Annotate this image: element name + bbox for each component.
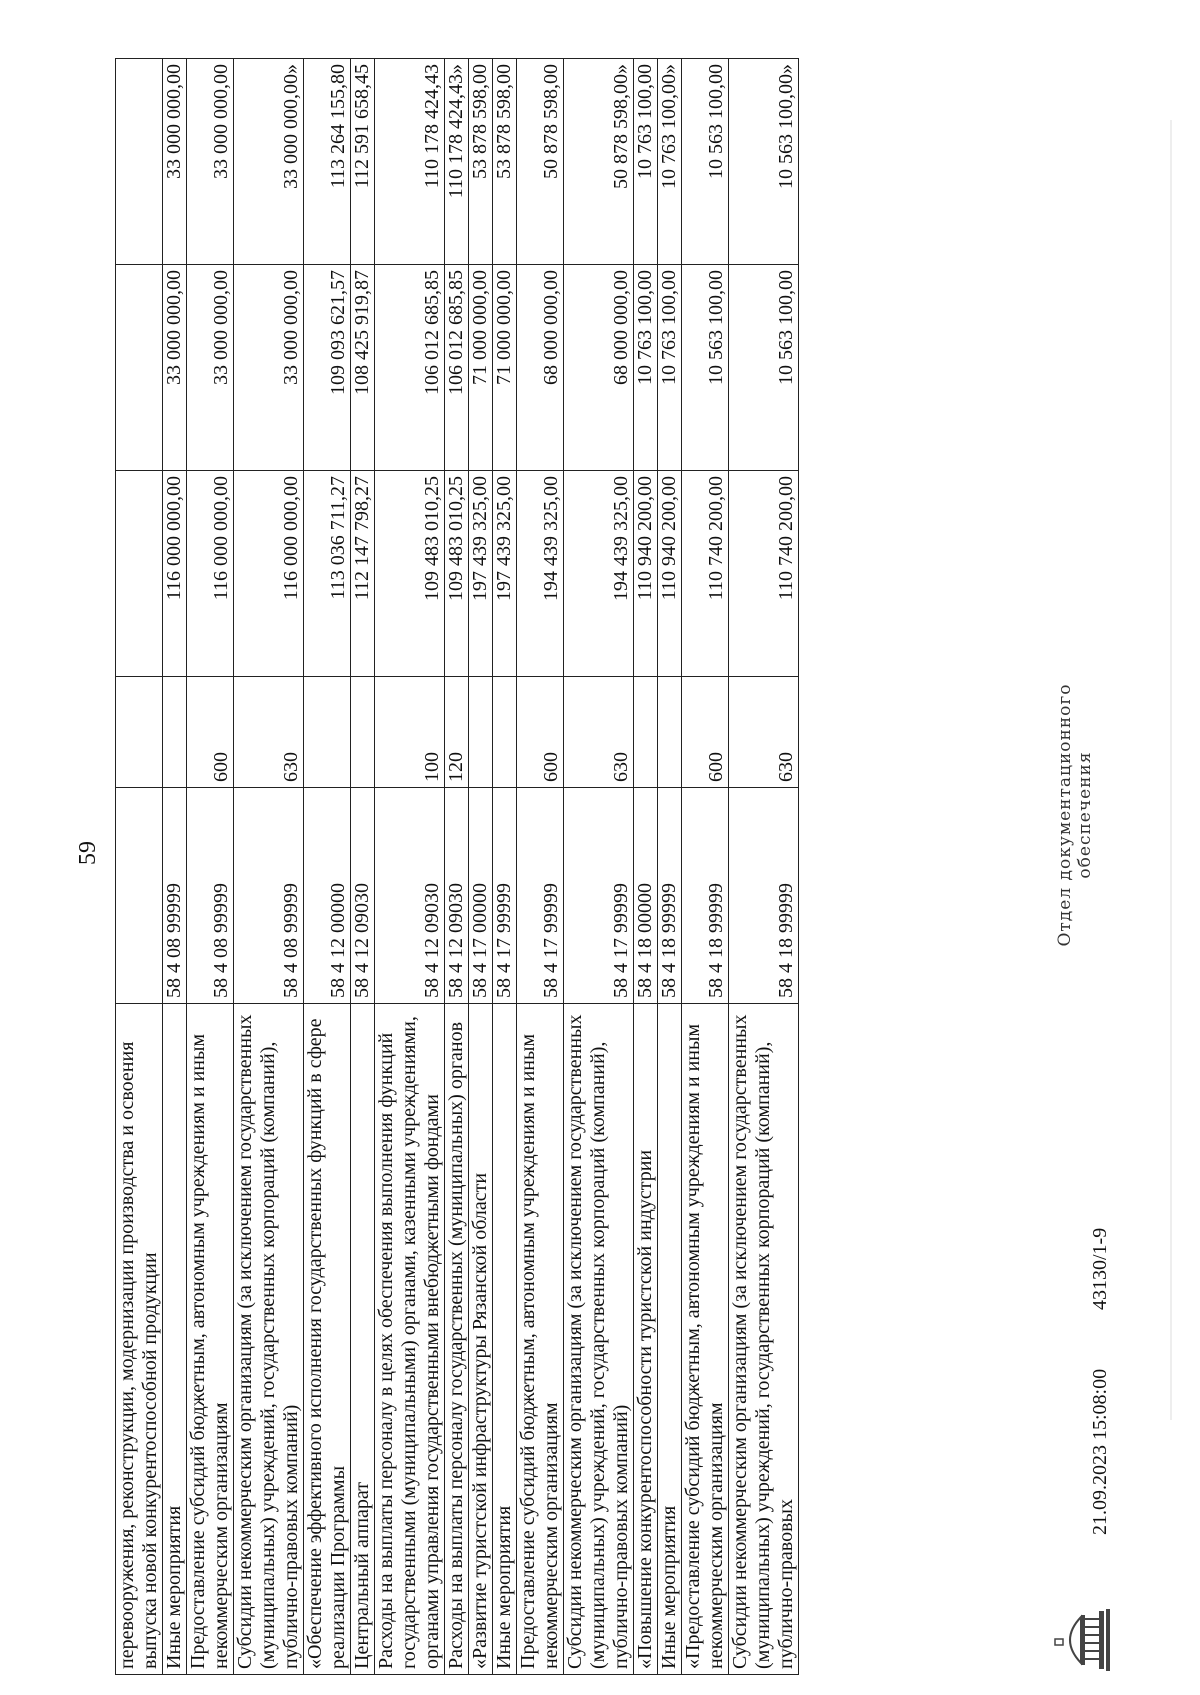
cell-value-1 [116, 471, 163, 677]
duma-emblem-icon [1053, 1605, 1113, 1675]
cell-type: 600 [682, 677, 729, 788]
cell-value-2: 10 563 100,00 [729, 265, 799, 471]
table-row [469, 59, 493, 1675]
table-row [163, 59, 187, 1675]
budget-table-body [116, 59, 799, 1675]
cell-value-1: 197 439 325,00 [469, 471, 493, 677]
cell-value-3: 110 178 424,43 [375, 59, 445, 265]
table-row [493, 59, 517, 1675]
cell-value-2: 71 000 000,00 [493, 265, 517, 471]
cell-name: Иные мероприятия [658, 1004, 682, 1675]
cell-value-1: 116 000 000,00 [234, 471, 304, 677]
document-id: 43130/1-9 [1089, 1227, 1111, 1310]
office-stamp [1055, 655, 1095, 975]
cell-value-2: 68 000 000,00 [517, 265, 564, 471]
cell-code: 58 4 17 99999 [517, 788, 564, 1004]
cell-value-1: 194 439 325,00 [564, 471, 634, 677]
cell-value-2: 33 000 000,00 [187, 265, 234, 471]
cell-code: 58 4 17 00000 [469, 788, 493, 1004]
cell-value-1: 110 940 200,00 [658, 471, 682, 677]
cell-value-2: 106 012 685,85 [375, 265, 445, 471]
cell-type [634, 677, 658, 788]
timestamp: 21.09.2023 15:08:00 [1089, 1368, 1111, 1535]
cell-code: 58 4 08 99999 [187, 788, 234, 1004]
table-row [729, 59, 799, 1675]
cell-code: 58 4 18 99999 [658, 788, 682, 1004]
cell-value-1: 113 036 711,27 [304, 471, 351, 677]
cell-value-1: 109 483 010,25 [445, 471, 469, 677]
cell-value-3: 10 563 100,00» [729, 59, 799, 265]
table-row [658, 59, 682, 1675]
page-number: 59 [75, 841, 101, 865]
cell-type [163, 677, 187, 788]
cell-name: «Повышение конкурентоспособности туристской индустрии [634, 1004, 658, 1675]
cell-value-2 [116, 265, 163, 471]
cell-value-3 [116, 59, 163, 265]
cell-value-1: 110 940 200,00 [634, 471, 658, 677]
cell-value-3: 33 000 000,00 [187, 59, 234, 265]
cell-type: 630 [564, 677, 634, 788]
cell-value-1: 110 740 200,00 [682, 471, 729, 677]
cell-name: перевооружения, реконструкции, модернизации производства и освоения выпуска новой конкурентоспособной продукции [116, 1004, 163, 1675]
cell-name: Иные мероприятия [493, 1004, 517, 1675]
cell-type: 630 [729, 677, 799, 788]
cell-name: Центральный аппарат [351, 1004, 375, 1675]
cell-type: 120 [445, 677, 469, 788]
cell-value-2: 109 093 621,57 [304, 265, 351, 471]
cell-value-3: 112 591 658,45 [351, 59, 375, 265]
table-row [564, 59, 634, 1675]
cell-value-2: 10 763 100,00 [634, 265, 658, 471]
footer [1045, 75, 1165, 1675]
cell-code: 58 4 17 99999 [564, 788, 634, 1004]
cell-value-2: 10 563 100,00 [682, 265, 729, 471]
cell-value-3: 53 878 598,00 [469, 59, 493, 265]
table-row [187, 59, 234, 1675]
cell-value-2: 106 012 685,85 [445, 265, 469, 471]
cell-name: «Предоставление субсидий бюджетным, автономным учреждениям и иным некоммерческим организациям [682, 1004, 729, 1675]
cell-value-3: 50 878 598,00 [517, 59, 564, 265]
stamp-line-1: Отдел документационного [1055, 683, 1075, 947]
cell-value-2: 33 000 000,00 [234, 265, 304, 471]
cell-value-1: 194 439 325,00 [517, 471, 564, 677]
cell-code: 58 4 18 99999 [682, 788, 729, 1004]
table-row [234, 59, 304, 1675]
cell-code: 58 4 17 99999 [493, 788, 517, 1004]
cell-type [658, 677, 682, 788]
cell-value-3: 110 178 424,43» [445, 59, 469, 265]
table-row [517, 59, 564, 1675]
cell-type [351, 677, 375, 788]
cell-name: Субсидии некоммерческим организациям (за исключением государственных (муниципальных) учреждений, государственных корпораций (компаний), публично-правовых компаний) [564, 1004, 634, 1675]
cell-code: 58 4 12 09030 [375, 788, 445, 1004]
cell-type: 630 [234, 677, 304, 788]
cell-value-1: 110 740 200,00 [729, 471, 799, 677]
cell-value-3: 33 000 000,00» [234, 59, 304, 265]
cell-value-2: 10 763 100,00 [658, 265, 682, 471]
cell-value-2: 71 000 000,00 [469, 265, 493, 471]
cell-value-3: 10 563 100,00 [682, 59, 729, 265]
cell-name: Расходы на выплаты персоналу в целях обеспечения выполнения функций государственными (муниципальными) органами, казенными учреждениями, органами управления государственными внебюджетными фондами [375, 1004, 445, 1675]
cell-type: 600 [517, 677, 564, 788]
cell-name: Расходы на выплаты персоналу государственных (муниципальных) органов [445, 1004, 469, 1675]
cell-code: 58 4 08 99999 [163, 788, 187, 1004]
cell-type [469, 677, 493, 788]
cell-value-3: 10 763 100,00» [658, 59, 682, 265]
cell-value-3: 113 264 155,80 [304, 59, 351, 265]
table-row [375, 59, 445, 1675]
cell-type: 100 [375, 677, 445, 788]
cell-value-3: 50 878 598,00» [564, 59, 634, 265]
cell-code: 58 4 18 99999 [729, 788, 799, 1004]
table-row [116, 59, 163, 1675]
cell-name: Субсидии некоммерческим организациям (за исключением государственных (муниципальных) учреждений, государственных корпораций (компаний), публично-правовых компаний) [234, 1004, 304, 1675]
cell-value-3: 53 878 598,00 [493, 59, 517, 265]
cell-type [116, 677, 163, 788]
cell-code: 58 4 18 00000 [634, 788, 658, 1004]
cell-value-2: 108 425 919,87 [351, 265, 375, 471]
scan-edge [1170, 120, 1172, 1420]
table-row [634, 59, 658, 1675]
table-row [682, 59, 729, 1675]
cell-code: 58 4 12 09030 [351, 788, 375, 1004]
cell-value-2: 33 000 000,00 [163, 265, 187, 471]
cell-type: 600 [187, 677, 234, 788]
cell-code: 58 4 12 00000 [304, 788, 351, 1004]
cell-type [304, 677, 351, 788]
cell-value-3: 10 763 100,00 [634, 59, 658, 265]
cell-name: Предоставление субсидий бюджетным, автономным учреждениям и иным некоммерческим организациям [187, 1004, 234, 1675]
cell-name: Предоставление субсидий бюджетным, автономным учреждениям и иным некоммерческим организациям [517, 1004, 564, 1675]
cell-value-1: 197 439 325,00 [493, 471, 517, 677]
cell-type [493, 677, 517, 788]
cell-name: Иные мероприятия [163, 1004, 187, 1675]
cell-name: «Обеспечение эффективного исполнения государственных функций в сфере реализации Программы [304, 1004, 351, 1675]
table-row [445, 59, 469, 1675]
cell-name: «Развитие туристской инфраструктуры Рязанской области [469, 1004, 493, 1675]
table-row [304, 59, 351, 1675]
cell-code: 58 4 08 99999 [234, 788, 304, 1004]
cell-code [116, 788, 163, 1004]
cell-value-1: 116 000 000,00 [187, 471, 234, 677]
cell-value-3: 33 000 000,00 [163, 59, 187, 265]
cell-value-1: 109 483 010,25 [375, 471, 445, 677]
cell-code: 58 4 12 09030 [445, 788, 469, 1004]
budget-table [115, 58, 799, 1675]
stamp-line-2: обеспечения [1075, 751, 1095, 879]
cell-name: Субсидии некоммерческим организациям (за исключением государственных (муниципальных) учреждений, государственных корпораций (компаний), публично-правовых [729, 1004, 799, 1675]
table-row [351, 59, 375, 1675]
cell-value-2: 68 000 000,00 [564, 265, 634, 471]
cell-value-1: 112 147 798,27 [351, 471, 375, 677]
cell-value-1: 116 000 000,00 [163, 471, 187, 677]
